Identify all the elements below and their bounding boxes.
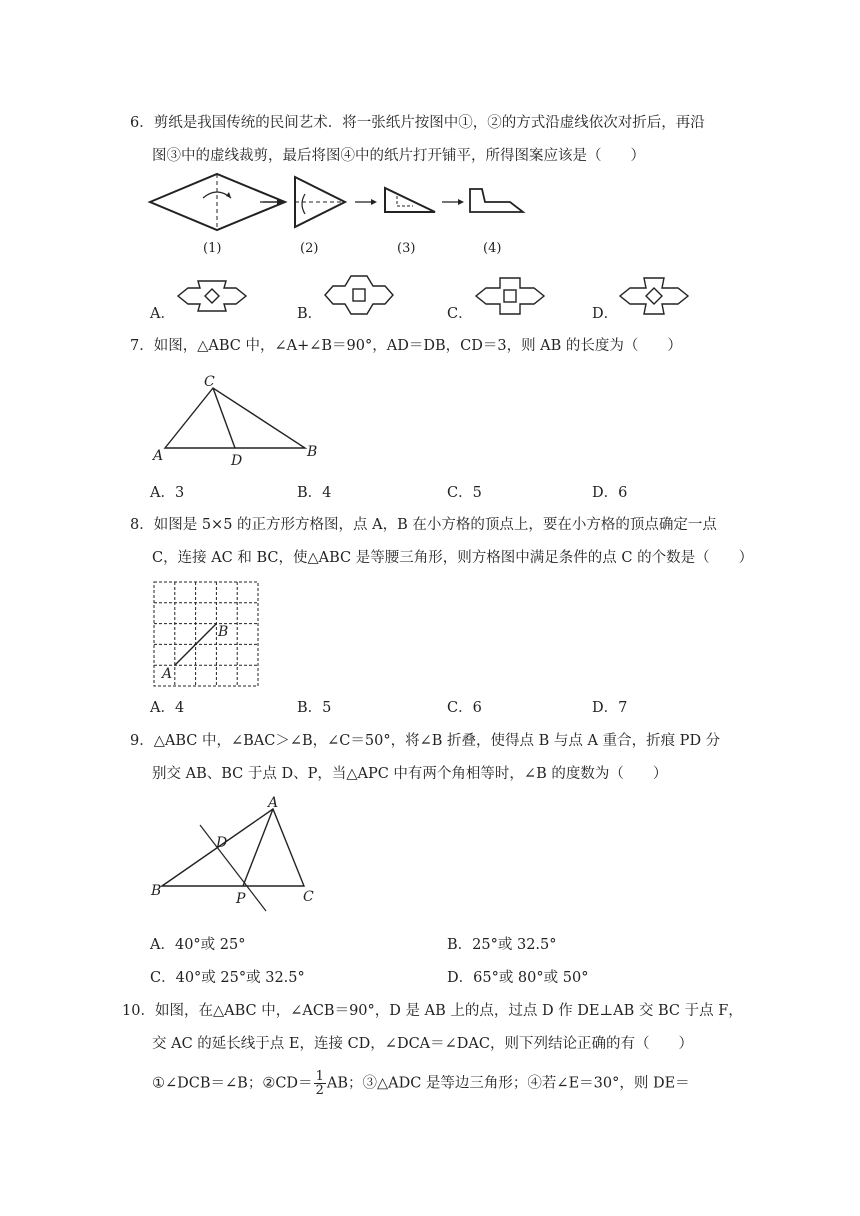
q6-step-label-1: (1)	[203, 241, 222, 256]
q7-label-d: D	[231, 453, 243, 469]
q6-step2-triangle	[295, 177, 345, 227]
q9-label-c: C	[303, 889, 314, 905]
q10-line3-part1: ①∠DCB＝∠B；②CD＝	[152, 1075, 313, 1092]
q6-option-b-label: B．	[297, 306, 323, 322]
q8-option-a: A．4	[150, 700, 185, 716]
q9-fold-figure	[148, 795, 328, 915]
q9-option-c: C．40°或 25°或 32.5°	[150, 970, 305, 986]
q7-option-d: D．6	[592, 485, 628, 501]
q10-text-line1: 10．如图，在△ABC 中，∠ACB＝90°，D 是 AB 上的点，过点 D 作 DE⊥AB 交 BC 于点 F，	[122, 1003, 743, 1019]
q9-label-d: D	[216, 835, 228, 851]
q7-option-b: B．4	[297, 485, 332, 501]
q9-label-b: B	[151, 883, 162, 899]
q6-step4-shape	[470, 189, 523, 212]
q6-step-label-2: (2)	[300, 241, 319, 256]
q7-triangle-figure	[145, 370, 325, 470]
q10-text-line2: 交 AC 的延长线于点 E，连接 CD，∠DCA＝∠DAC，则下列结论正确的有（ ）	[152, 1036, 693, 1052]
q10-fraction	[314, 1070, 326, 1097]
q6-option-a-label: A．	[150, 306, 175, 322]
q9-option-b: B．25°或 32.5°	[447, 937, 557, 953]
q8-option-c: C．6	[447, 700, 482, 716]
q8-option-b: B．5	[297, 700, 332, 716]
q10-text-line3	[152, 1070, 690, 1097]
q9-label-p: P	[236, 891, 246, 907]
q7-label-a: A	[153, 448, 164, 464]
q9-text-line1: 9．△ABC 中，∠BAC＞∠B，∠C＝50°，将∠B 折叠，使得点 B 与点 A 重合，折痕 PD 分	[130, 733, 721, 749]
q6-option-a-pattern	[176, 276, 248, 316]
q6-step-label-3: (3)	[397, 241, 416, 256]
q6-option-c-label: C．	[447, 306, 473, 322]
q8-grid-figure	[150, 578, 262, 690]
q6-text-line1: 6．剪纸是我国传统的民间艺术．将一张纸片按图中①，②的方式沿虚线依次对折后，再沿	[130, 115, 705, 131]
q9-option-d: D．65°或 80°或 50°	[447, 970, 589, 986]
q9-option-a: A．40°或 25°	[150, 937, 246, 953]
q7-option-c: C．5	[447, 485, 482, 501]
q6-option-d-label: D．	[592, 306, 619, 322]
q10-line3-part2: AB；③△ADC 是等边三角形；④若∠E＝30°，则 DE＝	[326, 1075, 690, 1092]
q8-label-a: A	[162, 666, 173, 682]
q6-step3-triangle	[385, 188, 435, 212]
q6-folding-steps-figure	[145, 172, 535, 262]
q10-fraction-denominator: 2	[315, 1083, 324, 1098]
q7-label-b: B	[307, 444, 318, 460]
q7-option-a: A．3	[150, 485, 185, 501]
q8-label-b: B	[218, 624, 229, 640]
q6-text-line2: 图③中的虚线裁剪，最后将图④中的纸片打开铺平，所得图案应该是（ ）	[152, 148, 645, 164]
q10-fraction-numerator: 1	[315, 1069, 324, 1084]
q9-text-line2: 别交 AB、BC 于点 D、P，当△APC 中有两个角相等时，∠B 的度数为（ ）	[152, 766, 668, 782]
q9-label-a: A	[268, 795, 279, 811]
q8-option-d: D．7	[592, 700, 628, 716]
q6-option-c-pattern	[474, 276, 546, 316]
q8-text-line1: 8．如图是 5×5 的正方形方格图，点 A，B 在小方格的顶点上，要在小方格的顶点确定一点	[130, 517, 717, 533]
q7-text-line1: 7．如图，△ABC 中，∠A+∠B＝90°，AD＝DB，CD＝3，则 AB 的长度为（ ）	[130, 338, 682, 354]
q6-arrows	[263, 199, 464, 205]
q6-option-b-pattern	[323, 274, 395, 316]
q7-label-c: C	[204, 374, 215, 390]
q8-text-line2: C，连接 AC 和 BC，使△ABC 是等腰三角形，则方格图中满足条件的点 C 的个数是（ ）	[152, 550, 754, 566]
q6-option-d-pattern	[618, 276, 690, 316]
q6-step-label-4: (4)	[483, 241, 502, 256]
